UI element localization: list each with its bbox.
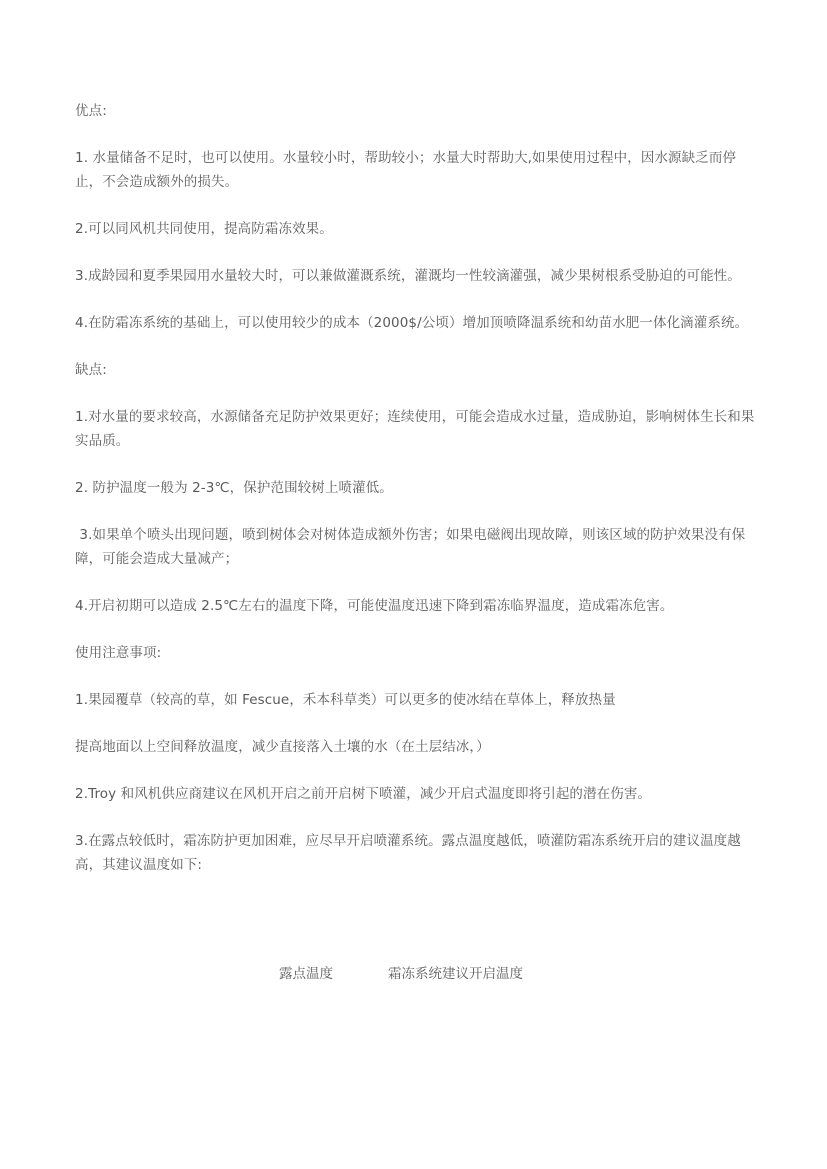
notes-item-3: 3.在露点较低时，霜冻防护更加困难，应尽早开启喷灌系统。露点温度越低，喷灌防霜冻系统开启的建议温度越高，其建议温度如下: <box>75 833 741 873</box>
notes-item-2: 2.Troy 和风机供应商建议在风机开启之前开启树下喷灌，减少开启式温度即将引起的潜在伤害。 <box>75 786 652 802</box>
cons-item-4: 4.开启初期可以造成 2.5℃左右的温度下降，可能使温度迅速下降到霜冻临界温度，造成霜冻危害。 <box>75 598 674 614</box>
dewpoint-table-header <box>0 962 827 986</box>
pros-item-3: 3.成龄园和夏季果园用水量较大时，可以兼做灌溉系统，灌溉均一性较滴灌强，减少果树根系受胁迫的可能性。 <box>75 268 741 284</box>
document-body <box>75 99 755 877</box>
notes-item-1: 1.果园覆草（较高的草，如 Fescue，禾本科草类）可以更多的使冰结在草体上，释放热量 <box>75 692 616 708</box>
cons-heading: 缺点: <box>75 362 107 378</box>
table-header-recommended-start-temp: 霜冻系统建议开启温度 <box>388 966 523 982</box>
notes-item-1-continued: 提高地面以上空间释放温度，减少直接落入土壤的水（在土层结冰，） <box>75 739 490 755</box>
notes-heading: 使用注意事项: <box>75 645 162 661</box>
pros-item-1: 1. 水量储备不足时，也可以使用。水量较小时，帮助较小；水量大时帮助大,如果使用过程中，因水源缺乏而停止，不会造成额外的损失。 <box>75 150 737 190</box>
cons-item-1: 1.对水量的要求较高，水源储备充足防护效果更好；连续使用，可能会造成水过量，造成胁迫，影响树体生长和果实品质。 <box>75 409 755 449</box>
cons-item-3: 3.如果单个喷头出现问题，喷到树体会对树体造成额外伤害；如果电磁阀出现故障，则该区域的防护效果没有保障，可能会造成大量减产； <box>75 527 746 567</box>
pros-item-4: 4.在防霜冻系统的基础上，可以使用较少的成本（2000$/公顷）增加顶喷降温系统和幼苗水肥一体化滴灌系统。 <box>75 315 749 331</box>
cons-item-2: 2. 防护温度一般为 2-3℃，保护范围较树上喷灌低。 <box>75 480 393 496</box>
pros-item-2: 2.可以同风机共同使用，提高防霜冻效果。 <box>75 221 333 237</box>
table-header-dewpoint: 露点温度 <box>279 966 333 982</box>
pros-heading: 优点: <box>75 103 107 119</box>
